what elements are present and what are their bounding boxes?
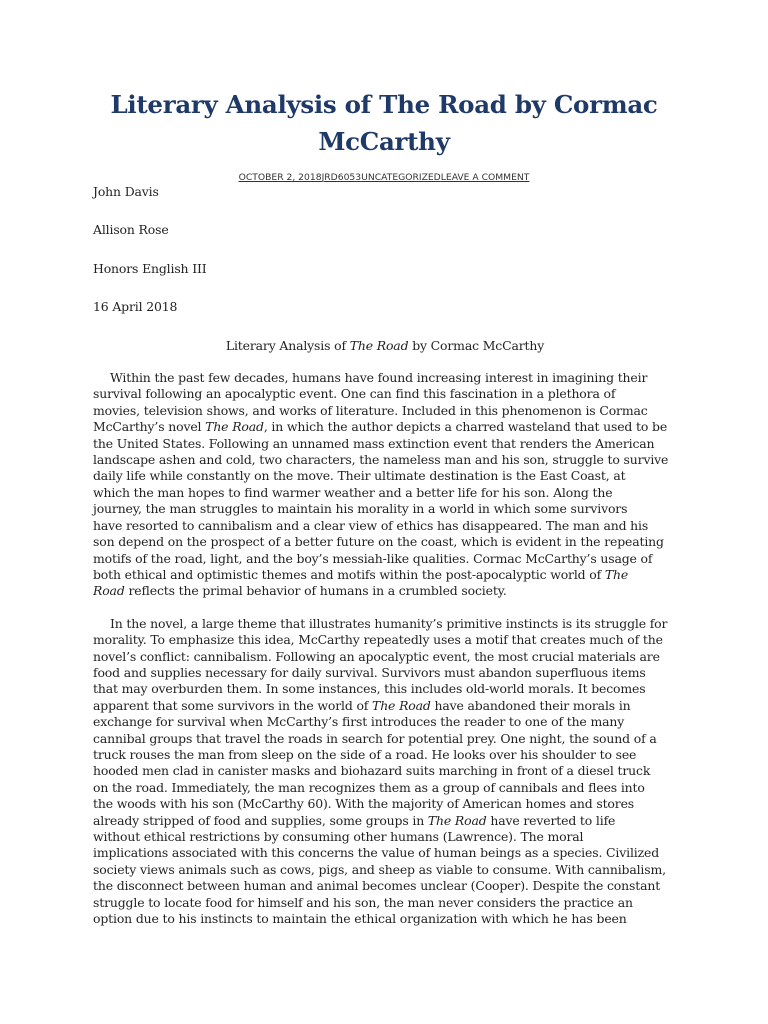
paragraph-2 — [93, 616, 677, 928]
paragraph-1-line: Within the past few decades, humans have found increasing interest in imagining their — [110, 370, 648, 386]
text-segment: McCarthy’s novel — [93, 419, 206, 435]
paragraph-2-line: on the road. Immediately, the man recognizes them as a group of cannibals and flees into — [93, 779, 645, 795]
paragraph-2-line: cannibal groups that travel the roads in search for potential prey. One night, the sound of a — [93, 730, 657, 746]
text-segment: apparent that some survivors in the world of — [93, 697, 373, 713]
text-segment: have abandoned their morals in — [430, 697, 631, 713]
paragraph-1-line: son depend on the prospect of a better future on the coast, which is evident in the repeating — [93, 534, 664, 550]
paragraph-2-line: the woods with his son (McCarthy 60). With the majority of American homes and stores — [93, 796, 635, 812]
paragraph-1-line — [93, 583, 677, 599]
document-title-prefix: Literary Analysis of — [225, 337, 350, 353]
leave-comment-link[interactable]: LEAVE A COMMENT — [440, 172, 530, 183]
post-date-link[interactable]: OCTOBER 2, 2018 — [238, 172, 322, 183]
paragraph-1-line: movies, television shows, and works of literature. Included in this phenomenon is Cormac — [93, 402, 648, 418]
paragraph-2-line — [93, 813, 677, 829]
document-title — [93, 338, 677, 354]
document-date: 16 April 2018 — [93, 299, 178, 315]
paragraph-2-line: exchange for survival when McCarthy’s first introduces the reader to one of the many — [93, 714, 625, 730]
post-meta — [60, 172, 708, 184]
paragraph-2-line: that may overburden them. In some instances, this includes old-world morals. It becomes — [93, 681, 646, 697]
post-author-link[interactable]: JRD6053 — [321, 172, 362, 183]
paragraph-2-line: struggle to locate food for himself and his son, the man never considers the practice an — [93, 894, 633, 910]
paragraph-2-line: novel’s conflict: cannibalism. Following an apocalyptic event, the most crucial materials are — [93, 648, 660, 664]
paragraph-2-line: option due to his instincts to maintain the ethical organization with which he has been — [93, 911, 627, 927]
paragraph-2-line: society views animals such as cows, pigs, and sheep as viable to consume. With cannibalism, — [93, 861, 666, 877]
paragraph-2-line: truck rouses the man from sleep on the side of a road. He looks over his shoulder to see — [93, 746, 637, 762]
paragraph-2-line: In the novel, a large theme that illustrates humanity’s primitive instincts is its struggle for — [110, 615, 668, 631]
book-title-italic: The Road — [427, 812, 487, 828]
book-title-italic: The Road — [205, 419, 264, 435]
paragraph-1-line: which the man hopes to find warmer weather and a better life for his son. Along the — [93, 484, 613, 500]
paragraph-1-line — [93, 419, 677, 435]
article-title: Literary Analysis of The Road by Cormac McCarthy — [110, 90, 658, 156]
paragraph-1-line: the United States. Following an unnamed mass extinction event that renders the American — [93, 435, 655, 451]
paragraph-1-line: have resorted to cannibalism and a clear view of ethics has disappeared. The man and his — [93, 517, 649, 533]
paragraph-2-line: food and supplies necessary for daily survival. Survivors must abandon superfluous items — [93, 664, 646, 680]
text-segment: , in which the author depicts a charred wasteland that used to be — [263, 419, 668, 435]
student-name: John Davis — [93, 184, 159, 199]
paragraph-1-line: journey, the man struggles to maintain his morality in a world in which some survivors — [93, 501, 628, 517]
course-name: Honors English III — [93, 260, 207, 276]
book-title-italic: The Road — [372, 697, 431, 713]
book-title-italic: The — [604, 566, 629, 582]
teacher-name: Allison Rose — [93, 222, 169, 238]
paragraph-2-line: morality. To emphasize this idea, McCarthy repeatedly uses a motif that creates much of the — [93, 632, 663, 648]
paragraph-2-line: without ethical restrictions by consuming other humans (Lawrence). The moral — [93, 829, 584, 844]
paragraph-1 — [93, 370, 677, 600]
paragraph-2-line — [93, 698, 677, 714]
text-segment: have reverted to life — [486, 812, 616, 828]
paragraph-2-line: hooded men clad in canister masks and biohazard suits marching in front of a diesel truck — [93, 763, 651, 779]
paragraph-1-line: landscape ashen and cold, two characters, the nameless man and his son, struggle to survive — [93, 452, 669, 468]
text-segment: reflects the primal behavior of humans in a crumbled society. — [124, 583, 507, 599]
book-title-italic: Road — [93, 583, 125, 599]
paragraph-1-line: daily life while constantly on the move. Their ultimate destination is the East Coast, at — [93, 468, 626, 484]
paragraph-1-line: survival following an apocalyptic event. One can find this fascination in a plethora of — [93, 386, 616, 402]
paragraph-1-line: motifs of the road, light, and the boy’s messiah-like qualities. Cormac McCarthy’s usage of — [93, 550, 653, 566]
paragraph-2-line: the disconnect between human and animal becomes unclear (Cooper). Despite the constant — [93, 878, 661, 894]
document-title-suffix: by Cormac McCarthy — [408, 337, 545, 353]
text-segment: both ethical and optimistic themes and motifs within the post-apocalyptic world of — [93, 566, 605, 582]
paragraph-2-line: implications associated with this concerns the value of human beings as a species. Civilized — [93, 845, 660, 861]
document-title-book: The Road — [349, 337, 409, 353]
paragraph-1-line — [93, 567, 677, 583]
text-segment: already stripped of food and supplies, some groups in — [93, 812, 428, 828]
post-category-link[interactable]: UNCATEGORIZED — [361, 172, 441, 183]
article-body — [93, 184, 677, 927]
